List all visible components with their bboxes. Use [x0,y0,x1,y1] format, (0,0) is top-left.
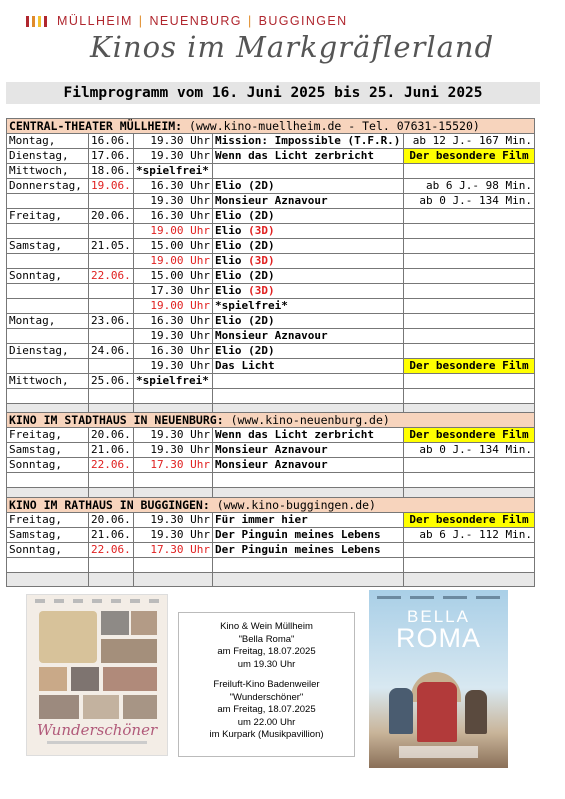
cell-time: 19.00 Uhr [134,254,213,269]
spacer-row [7,558,535,573]
cell-day: Freitag, [7,428,89,443]
cell-date [89,224,134,239]
cell-film: *spielfrei* [213,299,404,314]
brand-separator: | [138,14,144,28]
cell-note: ab 12 J.- 167 Min. [404,134,535,149]
cell-note [404,314,535,329]
cell-date [89,329,134,344]
program-row [7,164,535,179]
program-row [7,134,535,149]
empty-cell [404,389,535,404]
spacer-row [7,573,535,587]
poster-title [369,608,508,652]
program-row [7,513,535,528]
cell-date: 21.06. [89,528,134,543]
cell-note: ab 0 J.- 134 Min. [404,194,535,209]
program-title-bar [6,82,540,104]
cell-film [213,374,404,389]
cell-date: 17.06. [89,149,134,164]
info-line: "Wunderschöner" [229,691,304,703]
program-row [7,239,535,254]
poster-wunderschoener [26,594,168,756]
cell-date: 16.06. [89,134,134,149]
cell-date: 20.06. [89,209,134,224]
cell-note [404,344,535,359]
cell-note [404,374,535,389]
event-block-wunderschoener [179,679,354,742]
header [0,0,565,78]
poster-figure [389,688,413,734]
empty-cell [7,558,89,573]
cell-film [213,224,404,239]
poster-photo [123,695,157,719]
cell-day: Freitag, [7,209,89,224]
cell-film: Das Licht [213,359,404,374]
section-name: KINO IM STADTHAUS IN NEUENBURG: [9,413,224,427]
program-row [7,374,535,389]
cell-time: 17.30 Uhr [134,543,213,558]
empty-cell [89,558,134,573]
cell-note: ab 0 J.- 134 Min. [404,443,535,458]
film-title: Elio [215,254,249,267]
empty-cell [404,558,535,573]
poster-figure [417,682,457,742]
cell-film: Wenn das Licht zerbricht [213,149,404,164]
cell-date: 22.06. [89,543,134,558]
poster-photo [83,695,119,719]
program-row [7,209,535,224]
empty-cell [213,558,404,573]
event-info-box [178,612,355,757]
cell-date [89,299,134,314]
cell-day: Sonntag, [7,458,89,473]
info-line: Kino & Wein Müllheim [220,621,313,632]
section-info: (www.kino-neuenburg.de) [230,413,390,427]
cell-day: Montag, [7,314,89,329]
empty-cell [213,389,404,404]
cell-time: 19.30 Uhr [134,149,213,164]
poster-credits [35,599,159,609]
program-row [7,179,535,194]
program-row [7,359,535,374]
empty-cell [134,558,213,573]
cell-day [7,254,89,269]
cell-film: Elio (2D) [213,179,404,194]
cell-time: 19.30 Uhr [134,194,213,209]
cell-day [7,299,89,314]
cell-date: 19.06. [89,179,134,194]
info-line: um 19.30 Uhr [237,658,296,670]
cell-note: Der besondere Film [404,513,535,528]
cell-note [404,543,535,558]
poster-photo [39,611,97,663]
brand-neuenburg: NEUENBURG [149,14,242,28]
film-title: Elio [215,284,249,297]
poster-credits [377,596,500,602]
cell-film: Elio (2D) [213,209,404,224]
film-title: Elio [215,224,249,237]
cell-date: 25.06. [89,374,134,389]
cell-film: Elio (2D) [213,269,404,284]
cell-time: 19.30 Uhr [134,443,213,458]
format-3d-label: (3D) [248,224,275,237]
program-row [7,284,535,299]
empty-cell [213,573,404,587]
section-header [7,119,535,134]
section-name: KINO IM RATHAUS IN BUGGINGEN: [9,498,210,512]
brand-separator: | [247,14,253,28]
cell-time: 16.30 Uhr [134,209,213,224]
cell-film: Elio (2D) [213,314,404,329]
cell-note [404,329,535,344]
cell-film: Wenn das Licht zerbricht [213,428,404,443]
brand-line [26,14,348,28]
info-line: um 22.00 Uhr [237,716,296,728]
program-table-muellheim [6,118,535,418]
cell-note [404,458,535,473]
cell-day: Dienstag, [7,149,89,164]
poster-footer [399,746,478,758]
cell-time: 19.00 Uhr [134,299,213,314]
program-row [7,458,535,473]
cell-day [7,329,89,344]
cell-time: 19.30 Uhr [134,329,213,344]
poster-photo [103,667,157,691]
cell-note: ab 6 J.- 98 Min. [404,179,535,194]
cell-film [213,284,404,299]
cell-note [404,239,535,254]
info-line: am Freitag, 18.07.2025 [217,704,316,715]
cell-date [89,284,134,299]
cell-day: Samstag, [7,528,89,543]
poster-photo [101,611,129,635]
cell-film: Mission: Impossible (T.F.R.) [213,134,404,149]
event-block-bella-roma [179,621,354,671]
cell-note [404,164,535,179]
cell-time: 19.30 Uhr [134,134,213,149]
cell-date: 22.06. [89,458,134,473]
cell-film: Der Pinguin meines Lebens [213,528,404,543]
cell-time: 16.30 Uhr [134,344,213,359]
cell-day: Sonntag, [7,543,89,558]
cell-note [404,254,535,269]
cell-note [404,284,535,299]
brand-marks [26,16,47,27]
program-row [7,543,535,558]
cell-film: Elio (2D) [213,239,404,254]
empty-cell [7,473,89,488]
cell-time: 19.00 Uhr [134,224,213,239]
section-name: CENTRAL-THEATER MÜLLHEIM: [9,119,183,133]
program-row [7,269,535,284]
cell-day: Samstag, [7,443,89,458]
cell-time: 15.00 Uhr [134,239,213,254]
cell-day [7,359,89,374]
cell-day: Sonntag, [7,269,89,284]
spacer-row [7,389,535,404]
cell-date [89,359,134,374]
cell-film: Elio (2D) [213,344,404,359]
poster-photo [71,667,99,691]
section-info: (www.kino-buggingen.de) [216,498,376,512]
cell-film: Monsieur Aznavour [213,443,404,458]
brand-buggingen: BUGGINGEN [258,14,348,28]
section-info: (www.kino-muellheim.de - Tel. 07631-15520) [189,119,480,133]
program-row [7,443,535,458]
empty-cell [89,389,134,404]
cell-day: Donnerstag, [7,179,89,194]
empty-cell [89,573,134,587]
cell-date: 18.06. [89,164,134,179]
cell-note [404,299,535,314]
cell-film: Der Pinguin meines Lebens [213,543,404,558]
script-title: Kinos im Markgräflerland [90,30,495,64]
cell-note: Der besondere Film [404,149,535,164]
poster-photo [101,639,157,663]
poster-photo [131,611,157,635]
cell-date: 20.06. [89,513,134,528]
cell-time: 19.30 Uhr [134,359,213,374]
poster-footer [47,741,147,744]
empty-cell [7,573,89,587]
empty-cell [89,473,134,488]
empty-cell [404,573,535,587]
info-line: Freiluft-Kino Badenweiler [213,679,320,690]
cell-date: 20.06. [89,428,134,443]
cell-date: 24.06. [89,344,134,359]
cell-film [213,164,404,179]
cell-note: Der besondere Film [404,428,535,443]
program-row [7,224,535,239]
cell-time: *spielfrei* [134,164,213,179]
empty-cell [134,473,213,488]
spacer-row [7,473,535,488]
cell-date: 21.06. [89,443,134,458]
empty-cell [213,473,404,488]
cell-day: Montag, [7,134,89,149]
cell-day: Freitag, [7,513,89,528]
cell-day [7,224,89,239]
section-header [7,498,535,513]
cell-day: Dienstag, [7,344,89,359]
cell-time: *spielfrei* [134,374,213,389]
cell-day: Mittwoch, [7,374,89,389]
section-header [7,413,535,428]
cell-time: 15.00 Uhr [134,269,213,284]
empty-cell [404,473,535,488]
program-row [7,149,535,164]
poster-title: Wunderschöner [36,721,158,739]
cell-film [213,254,404,269]
poster-title-line1: BELLA [407,607,470,626]
program-row [7,528,535,543]
program-row [7,329,535,344]
program-row [7,194,535,209]
program-row [7,344,535,359]
program-row [7,428,535,443]
format-3d-label: (3D) [248,254,275,267]
cell-date [89,194,134,209]
cell-note [404,209,535,224]
program-table-buggingen [6,497,535,587]
cell-film: Monsieur Aznavour [213,329,404,344]
cell-date: 22.06. [89,269,134,284]
poster-photo [39,695,79,719]
empty-cell [134,389,213,404]
cell-date: 21.05. [89,239,134,254]
program-row [7,299,535,314]
cell-note [404,224,535,239]
cell-day [7,284,89,299]
cell-day: Mittwoch, [7,164,89,179]
poster-figure [465,690,487,734]
poster-bella-roma [369,590,508,768]
cell-film: Für immer hier [213,513,404,528]
info-line: am Freitag, 18.07.2025 [217,646,316,657]
cell-day: Samstag, [7,239,89,254]
program-table-neuenburg [6,412,535,502]
cell-time: 16.30 Uhr [134,179,213,194]
program-row [7,254,535,269]
format-3d-label: (3D) [248,284,275,297]
poster-photo [39,667,67,691]
cell-time: 19.30 Uhr [134,428,213,443]
empty-cell [7,389,89,404]
cell-date: 23.06. [89,314,134,329]
cell-time: 16.30 Uhr [134,314,213,329]
cell-date [89,254,134,269]
brand-muellheim: MÜLLHEIM [57,14,133,28]
cell-time: 19.30 Uhr [134,513,213,528]
cell-note: Der besondere Film [404,359,535,374]
cell-time: 17.30 Uhr [134,458,213,473]
cell-day [7,194,89,209]
program-row [7,314,535,329]
cell-time: 17.30 Uhr [134,284,213,299]
cell-film: Monsieur Aznavour [213,458,404,473]
empty-cell [134,573,213,587]
info-line: "Bella Roma" [238,633,295,645]
info-line: im Kurpark (Musikpavillion) [209,729,324,740]
cell-time: 19.30 Uhr [134,528,213,543]
program-title: Filmprogramm vom 16. Juni 2025 bis 25. Juni 2025 [63,85,483,101]
cell-note [404,269,535,284]
cell-note: ab 6 J.- 112 Min. [404,528,535,543]
poster-title-line2: ROMA [396,623,481,653]
cell-film: Monsieur Aznavour [213,194,404,209]
